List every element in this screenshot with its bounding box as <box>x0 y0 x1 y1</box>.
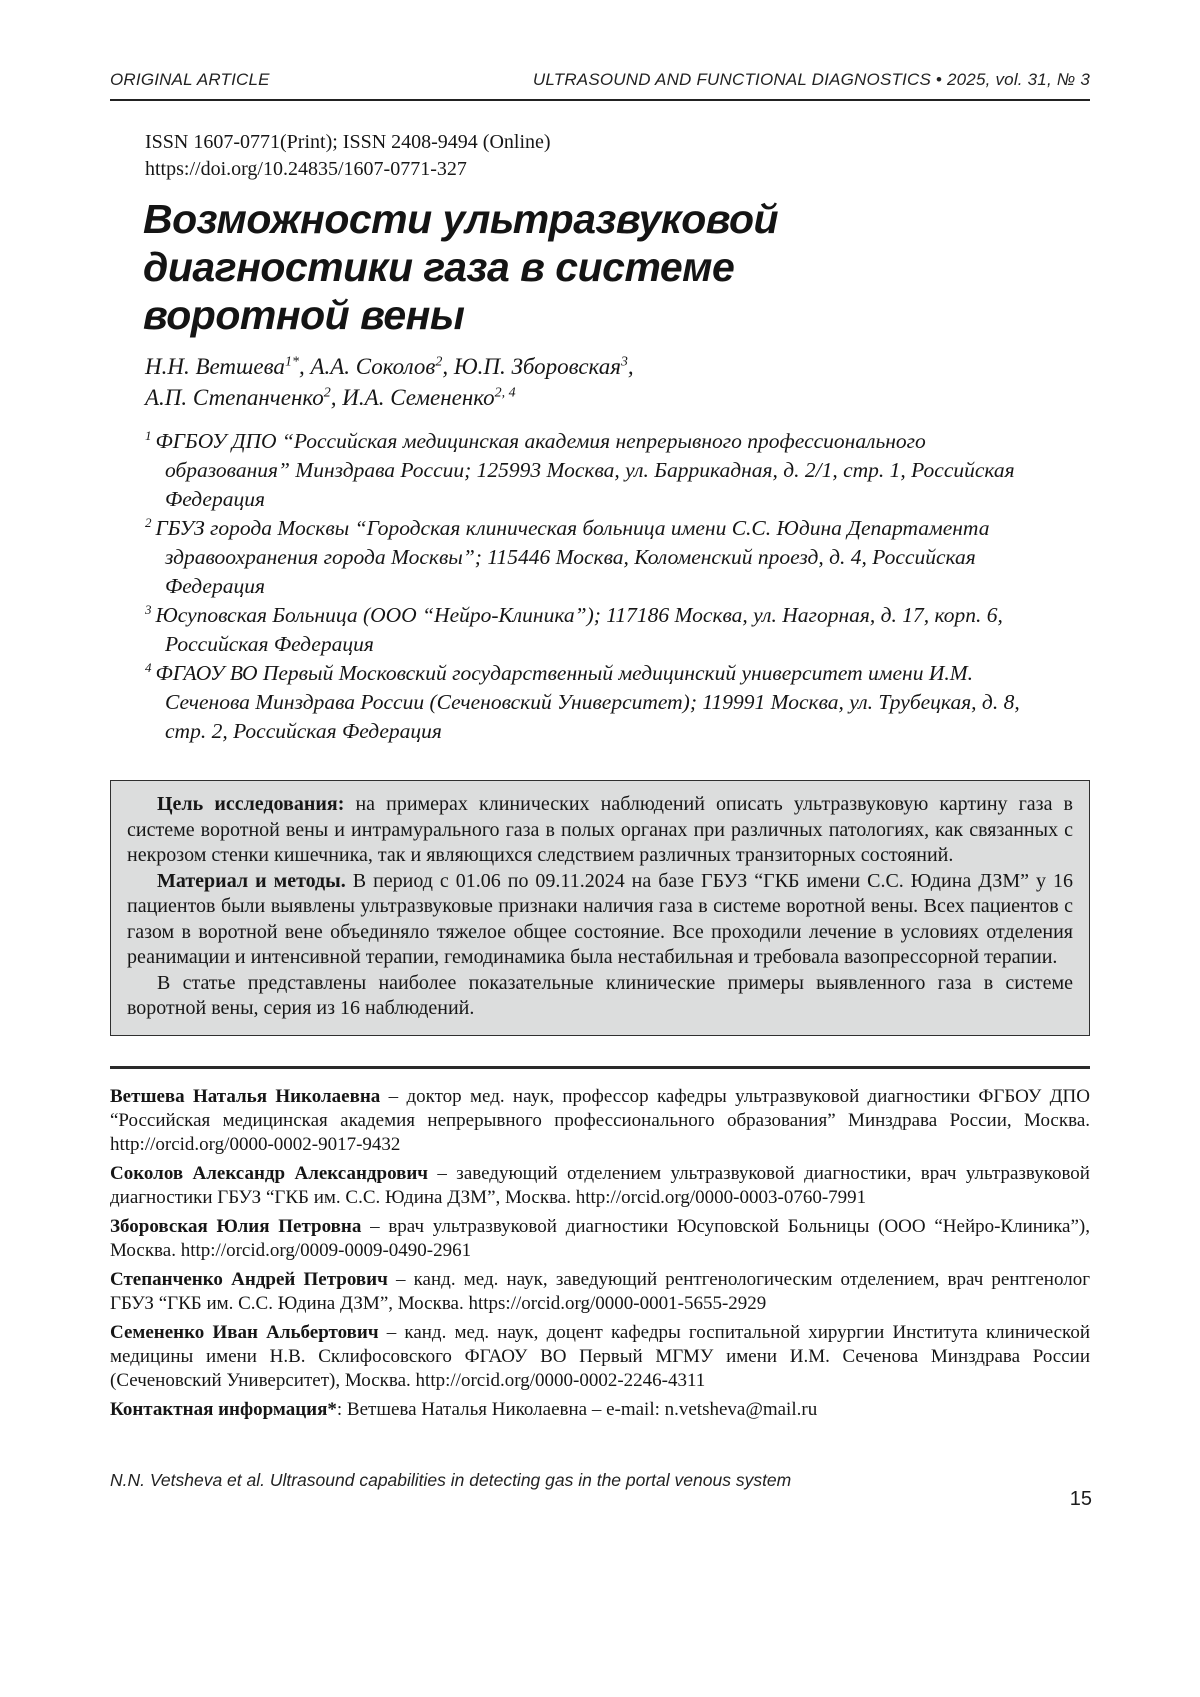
author-affiliation-superscript: 2 <box>323 385 331 401</box>
author-separator: , <box>627 354 634 379</box>
issn-doi-block <box>145 129 1090 183</box>
author-bio <box>110 1085 1090 1157</box>
article-title-line: Возможности ультразвуковой <box>143 196 779 242</box>
page-number: 15 <box>1069 1488 1092 1510</box>
author <box>310 354 453 379</box>
doi-line: https://doi.org/10.24835/1607-0771-327 <box>145 158 467 180</box>
authors-block <box>145 351 1090 413</box>
section-divider-rule <box>110 1066 1090 1069</box>
bio-text: – врач ультразвуковой диагностики Юсуповской Больницы (ООО “Нейро-Клиника”), Москва. http://orcid.org/0009-0009-0490-2961 <box>110 1215 1090 1261</box>
bio-text: – доктор мед. наук, профессор кафедры ультразвуковой диагностики ФГБОУ ДПО “Российская медицинская академия непрерывного профессионального образования” Минздрава России, Москва. http://orcid.org/0000-0002-9017-9432 <box>110 1085 1090 1155</box>
bio-text: – канд. мед. наук, доцент кафедры госпитальной хирургии Института клинической медицины имени Н.В. Склифосовского ФГАОУ ВО Первый МГМУ имени И.М. Сеченова Минздрава России (Сеченовский Университет), Москва. http://orcid.org/0000-0002-2246-4311 <box>110 1321 1090 1391</box>
contact-text: : Ветшева Наталья Николаевна – e-mail: n.vetsheva@mail.ru <box>336 1398 818 1420</box>
author-separator: , <box>298 354 311 379</box>
abstract-box <box>110 780 1090 1036</box>
author <box>145 385 342 410</box>
author-name: А.П. Степанченко <box>145 385 324 410</box>
abstract-aim-text: на примерах клинических наблюдений описать ультразвуковую картину газа в системе воротной вены и интрамурального газа в полых органах при различных патологиях, как связанных с некрозом стенки кишечника, так и являющихся следствием различных транзиторных состояний. <box>127 793 1073 866</box>
affiliation-number: 1 <box>145 427 152 443</box>
header-rule <box>110 99 1090 101</box>
affiliation-text: Юсуповская Больница (ООО “Нейро-Клиника”); 117186 Москва, ул. Нагорная, д. 17, корп. 6, Российская Федерация <box>155 603 1003 656</box>
author-separator: , <box>442 354 454 379</box>
affiliation-text: ГБУЗ города Москвы “Городская клиническая больница имени С.С. Юдина Департамента здравоохранения города Москвы”; 115446 Москва, Коломенский проезд, д. 4, Российская Федерация <box>155 516 990 598</box>
affiliation-text: ФГБОУ ДПО “Российская медицинская академия непрерывного профессионального образования” Минздрава России; 125993 Москва, ул. Баррикадная, д. 2/1, стр. 1, Российская Федерация <box>155 429 1015 511</box>
author-bio <box>110 1268 1090 1316</box>
bio-author-name: Степанченко Андрей Петрович <box>110 1268 388 1290</box>
article-title-line: воротной вены <box>143 292 465 338</box>
journal-header-label: ULTRASOUND AND FUNCTIONAL DIAGNOSTICS • 2025, vol. 31, № 3 <box>532 70 1090 89</box>
abstract-methods-label: Материал и методы. <box>157 869 346 892</box>
author <box>454 354 634 379</box>
contact-info <box>110 1398 1090 1422</box>
article-title <box>143 195 1090 339</box>
abstract-aim-label: Цель исследования: <box>157 793 345 815</box>
abstract-methods-paragraph <box>127 869 1073 971</box>
bio-text: – канд. мед. наук, заведующий рентгенологическим отделением, врач рентгенолог ГБУЗ “ГКБ им. С.С. Юдина ДЗМ”, Москва. https://orcid.org/0000-0001-5655-2929 <box>110 1268 1090 1314</box>
bio-author-name: Зборовская Юлия Петровна <box>110 1215 362 1237</box>
affiliation-number: 3 <box>145 601 152 617</box>
running-title: N.N. Vetsheva et al. Ultrasound capabilities in detecting gas in the portal venous system <box>110 1470 792 1490</box>
affiliations-block <box>145 427 1050 746</box>
author-affiliation-superscript: 2 <box>435 354 443 370</box>
running-header <box>110 70 1090 90</box>
affiliation-item <box>145 659 1050 746</box>
author <box>342 385 515 410</box>
authors-line-2 <box>145 382 1090 413</box>
author-affiliation-superscript: 2, 4 <box>494 385 516 401</box>
bio-author-name: Соколов Александр Александрович <box>110 1162 429 1184</box>
author-bios-block <box>110 1085 1090 1422</box>
author-name: А.А. Соколов <box>310 354 436 379</box>
abstract-aim-paragraph <box>127 792 1073 869</box>
author <box>145 354 310 379</box>
issn-line: ISSN 1607-0771(Print); ISSN 2408-9494 (Online) <box>145 131 551 153</box>
affiliation-item <box>145 427 1050 514</box>
contact-label: Контактная информация* <box>110 1398 337 1420</box>
author-affiliation-superscript: 3 <box>620 354 628 370</box>
article-title-line: диагностики газа в системе <box>143 244 735 290</box>
abstract-summary-paragraph <box>127 971 1073 1022</box>
author-affiliation-superscript: 1* <box>284 354 299 370</box>
author-name: Н.Н. Ветшева <box>145 354 285 379</box>
author-bio <box>110 1162 1090 1210</box>
article-type-label: ORIGINAL ARTICLE <box>110 70 270 89</box>
author-separator: , <box>330 385 343 410</box>
affiliation-item <box>145 601 1050 659</box>
affiliation-number: 2 <box>145 514 152 530</box>
bio-author-name: Ветшева Наталья Николаевна <box>110 1085 381 1107</box>
affiliation-number: 4 <box>145 659 152 675</box>
author-name: И.А. Семененко <box>342 385 495 410</box>
abstract-summary-text: В статье представлены наиболее показательные клинические примеры выявленного газа в системе воротной вены, серия из 16 наблюдений. <box>127 971 1073 1019</box>
affiliation-item <box>145 514 1050 601</box>
author-bio <box>110 1215 1090 1263</box>
bio-text: – заведующий отделением ультразвуковой диагностики, врач ультразвуковой диагностики ГБУЗ “ГКБ им. С.С. Юдина ДЗМ”, Москва. http://orcid.org/0000-0003-0760-7991 <box>110 1162 1090 1208</box>
author-name: Ю.П. Зборовская <box>453 354 621 379</box>
bio-author-name: Семененко Иван Альбертович <box>110 1321 379 1343</box>
abstract-methods-text: В период с 01.06 по 09.11.2024 на базе ГБУЗ “ГКБ имени С.С. Юдина ДЗМ” у 16 пациентов были выявлены ультразвуковые признаки наличия газа в системе воротной вены. Всех пациентов с газом в воротной вене объединяло тяжелое общее состояние. Все проходили лечение в условиях отделения реанимации и интенсивной терапии, гемодинамика была нестабильная и требовала вазопрессорной терапии. <box>127 869 1074 968</box>
page-footer <box>110 1470 1092 1511</box>
authors-line-1 <box>145 351 1090 382</box>
affiliation-text: ФГАОУ ВО Первый Московский государственный медицинский университет имени И.М. Сеченова Минздрава России (Сеченовский Университет); 119991 Москва, ул. Трубецкая, д. 8, стр. 2, Российская Федерация <box>155 661 1020 743</box>
author-bio <box>110 1321 1090 1393</box>
